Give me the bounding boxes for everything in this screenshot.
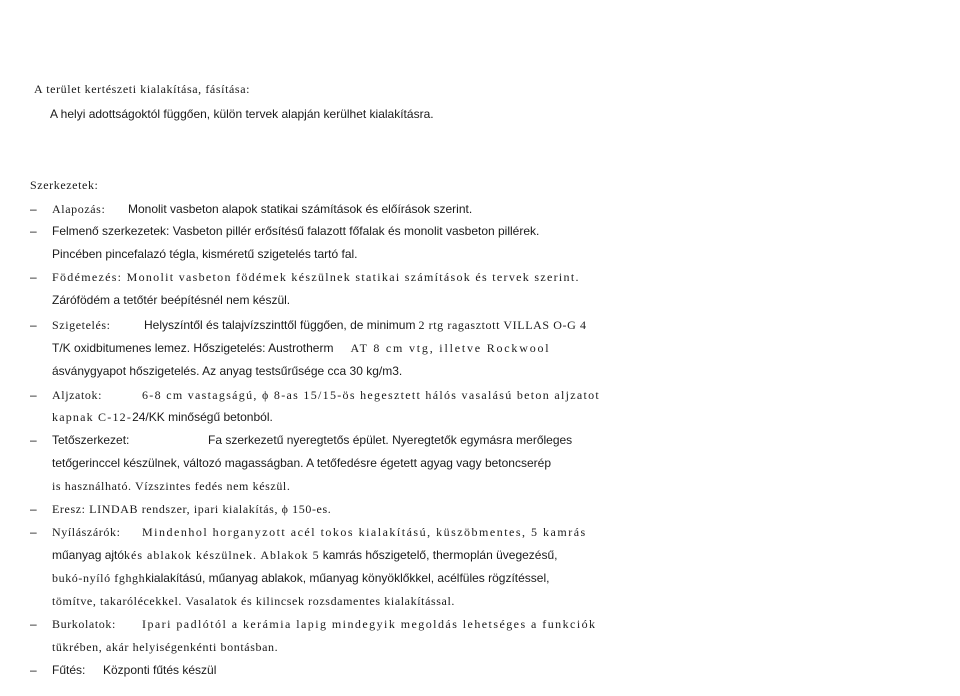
section-title-landscaping: A terület kertészeti kialakítása, fásítása: — [34, 82, 251, 96]
roof-line-1 — [52, 432, 572, 448]
roof-line-2: tetőgerinccel készülnek, változó magasságban. A tetőfedésre égetett agyag vagy betoncserép — [52, 456, 551, 470]
list-dash: – — [30, 224, 37, 238]
floors-line-2 — [52, 409, 273, 425]
openings-line-2 — [52, 547, 557, 563]
insulation-line-2 — [52, 340, 550, 356]
openings-line-1 — [52, 524, 587, 540]
foundation-text: Monolit vasbeton alapok statikai számítások és előírások szerint. — [128, 202, 473, 216]
landscaping-text: A helyi adottságoktól függően, külön tervek alapján kerülhet kialakításra. — [50, 107, 434, 121]
list-item-foundation — [52, 201, 472, 217]
openings-line-3 — [52, 570, 549, 586]
section-title-structures: Szerkezetek: — [30, 178, 99, 192]
list-dash: – — [30, 318, 37, 332]
openings-text-3b: kialakítású, műanyag ablakok, műanyag könyöklőkkel, acélfüles rögzítéssel, — [145, 571, 550, 585]
walls-line-2: Pincében pincefalazó tégla, kisméretű szigetelés tartó fal. — [52, 247, 358, 261]
openings-text-1: Mindenhol horganyzott acél tokos kialakítású, küszöbmentes, 5 kamrás — [142, 525, 587, 539]
insulation-text-1b: 2 rtg ragasztott VILLAS O-G 4 — [418, 318, 587, 332]
floors-label: Aljzatok: — [52, 388, 103, 402]
insulation-text-1a: Helyszíntől és talajvízszinttől függően, de minimum — [144, 318, 416, 332]
list-dash: – — [30, 617, 37, 631]
heating-text: Központi fűtés készül — [103, 663, 217, 677]
list-dash: – — [30, 663, 37, 677]
list-dash: – — [30, 433, 37, 447]
list-dash: – — [30, 270, 37, 284]
cladding-line-2: tükrében, akár helyiségenkénti bontásban. — [52, 640, 279, 654]
list-dash: – — [30, 525, 37, 539]
floors-text-1: 6-8 cm vastagságú, ϕ 8-as 15/15-ös hegesztett hálós vasalású beton aljzatot — [142, 388, 601, 402]
insulation-line-1 — [52, 317, 587, 333]
roof-text-1: Fa szerkezetű nyeregtetős épület. Nyeregtetők egymásra merőleges — [208, 433, 573, 447]
list-dash: – — [30, 388, 37, 402]
openings-text-3a: bukó-nyíló fghgh — [52, 571, 146, 585]
openings-label: Nyílászárók: — [52, 525, 121, 539]
foundation-label: Alapozás: — [52, 202, 106, 216]
slabs-line-1: Födémezés: Monolit vasbeton födémek készülnek statikai számítások és tervek szerint. — [52, 270, 580, 284]
insulation-line-3: ásványgyapot hőszigetelés. Az anyag testsűrűsége cca 30 kg/m3. — [52, 364, 403, 378]
slabs-line-2: Zárófödém a tetőtér beépítésnél nem készül. — [52, 293, 291, 307]
cladding-line-1 — [52, 616, 597, 632]
insulation-label: Szigetelés: — [52, 318, 111, 332]
floors-line-1 — [52, 387, 600, 403]
floors-text-2a: kapnak C-12- — [52, 410, 133, 424]
openings-text-2c: kamrás hőszigetelő, thermoplán üvegezésű, — [322, 548, 558, 562]
insulation-text-2a: T/K oxidbitumenes lemez. Hőszigetelés: Austrotherm — [52, 341, 334, 355]
roof-label: Tetőszerkezet: — [52, 433, 130, 447]
openings-text-2b: kés ablakok készülnek. Ablakok 5 — [124, 548, 320, 562]
openings-line-4: tömítve, takarólécekkel. Vasalatok és kilincsek rozsdamentes kialakítással. — [52, 594, 455, 608]
gutters-text: Eresz: LINDAB rendszer, ipari kialakítás, ϕ 150-es. — [52, 502, 332, 516]
insulation-text-2b: AT 8 cm vtg, illetve Rockwool — [350, 341, 551, 355]
heating-label: Fűtés: — [52, 663, 86, 677]
heating-line — [52, 662, 216, 678]
openings-text-2a: műanyag ajtó — [52, 548, 125, 562]
roof-line-3: is használható. Vízszintes fedés nem készül. — [52, 479, 291, 493]
floors-text-2b: 24/KK minőségű betonból. — [132, 410, 273, 424]
cladding-text-1: Ipari padlótól a kerámia lapig mindegyik megoldás lehetséges a funkciók — [142, 617, 597, 631]
list-dash: – — [30, 502, 37, 516]
list-dash: – — [30, 202, 37, 216]
walls-line-1: Felmenő szerkezetek: Vasbeton pillér erősítésű falazott főfalak és monolit vasbeton pillérek. — [52, 224, 540, 238]
cladding-label: Burkolatok: — [52, 617, 116, 631]
